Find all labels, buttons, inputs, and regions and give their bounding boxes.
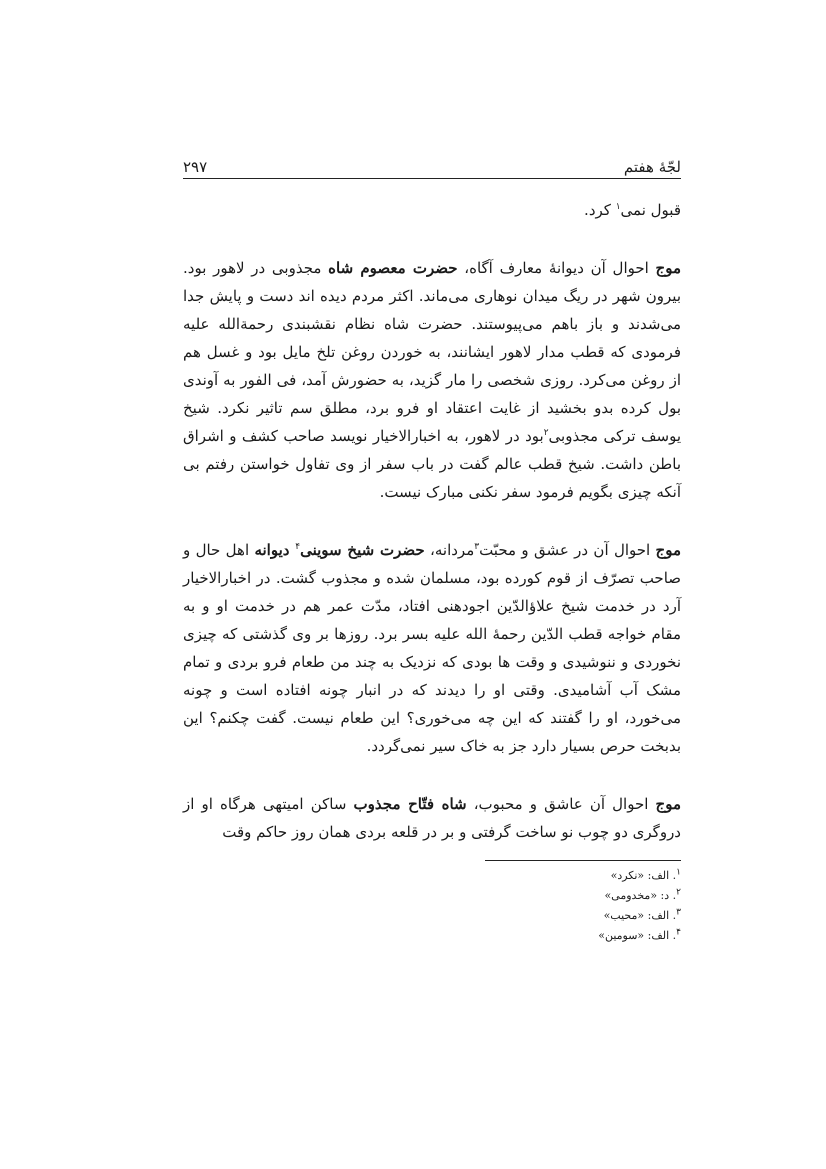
text-run: بود در لاهور، به اخبارالاخیار نویسد صاحب کشف و اشراق باطن داشت. شیخ قطب عالم گفت در باب سفر از وی تفاول خواستن رفتم بی آنکه چیزی بگویم فرمود سفر نکنی مبارک نیست.: [183, 427, 681, 501]
footnote-text: . الف: «سومین»: [598, 929, 677, 942]
header-rule: [183, 178, 681, 179]
footnote-number: ۱: [676, 867, 681, 878]
main-text: [183, 196, 681, 846]
person-epithet: دیوانه: [254, 541, 296, 559]
person-name: حضرت معصوم شاه: [328, 259, 458, 277]
paragraph-shah-fattah: [183, 790, 681, 846]
text-run: احوال آن در عشق و محبّت: [479, 541, 656, 559]
footnote-text: . الف: «نکرد»: [610, 869, 677, 882]
paragraph-sheikh-sovini: [183, 536, 681, 760]
footnote-mark: ۲: [543, 428, 549, 438]
mowj-keyword: موج: [655, 541, 682, 559]
footnote-text: . د: «مخدومی»: [604, 889, 677, 902]
footnote-number: ۴: [676, 927, 681, 938]
text-run: اهل حال و صاحب تصرّف از قوم کورده بود، مسلمان شده و مجذوب گشت. در اخبارالاخیار آرد در خدمت شیخ علاؤالدّین اجودهنی افتاد، مدّت عمر هم در خدمت او و به مقام خواجه قطب الدّین رحمهٔ الله علیه بسر برد. روزها بر وی گذشتی که چیزی نخوردی و ننوشیدی و وقت ها بودی که نزدیک به چند من طعام فرو بردی و تمام مشک آب آشامیدی. وقتی او را دیدند که در انبار چونه افتاده است و چونه می‌خورد، او را گفتند که این چه می‌خوری؟ این طعام نیست. گفت چکنم؟ این بدبخت حرص بسیار دارد جز به خاک سیر نمی‌گردد.: [183, 541, 681, 755]
footnote-mark: ۱: [615, 202, 621, 212]
footnotes: [183, 866, 681, 946]
paragraph-continuation: [183, 196, 681, 224]
text-run: مجذوبی در لاهور بود. بیرون شهر در ریگ میدان نوهاری می‌ماند. اکثر مردم دیده اند دست و پایش جدا می‌شدند و باز باهم می‌پیوستند. حضرت شاه نظام نقشبندی رحمةالله علیه فرمودی که قطب مدار لاهور ایشانند، به خوردن روغن تلخ مایل بود و غسل هم از روغن می‌کرد. روزی شخصی را مار گزید، به حضورش آمد، فی الفور به آوندی بول کرده بدو بخشید از غایت اعتقاد او فرو برد، مطلق سم تاثیر نکرد. شیخ یوسف ترکی مجذوبی: [183, 259, 681, 445]
text-run: قبول نمی: [620, 201, 681, 219]
footnote-item: [183, 886, 681, 906]
footnote-rule: [485, 860, 681, 861]
page-number: ۲۹۷: [183, 158, 208, 176]
text-run: احوال آن عاشق و محبوب،: [466, 795, 656, 813]
person-name: حضرت شیخ سوینی: [300, 541, 425, 559]
footnote-item: [183, 926, 681, 946]
paragraph-masoom-shah: [183, 254, 681, 506]
footnote-number: ۳: [676, 907, 681, 918]
footnote-mark: ۳: [474, 542, 480, 552]
text-run: مردانه،: [424, 541, 475, 559]
text-run: ساکن امیتهی هرگاه او از دروگری دو چوب نو ساخت گرفتی و بر در قلعه بردی همان روز حاکم وقت: [183, 795, 681, 841]
footnote-text: . الف: «محیب»: [603, 909, 677, 922]
footnote-item: [183, 866, 681, 886]
text-run: احوال آن دیوانهٔ معارف آگاه،: [457, 259, 656, 277]
person-name: شاه فتّاح مجذوب: [353, 795, 467, 813]
text-run: کرد.: [584, 201, 616, 219]
footnote-item: [183, 906, 681, 926]
chapter-title: لجّهٔ هفتم: [623, 158, 681, 176]
mowj-keyword: موج: [655, 259, 681, 277]
mowj-keyword: موج: [655, 795, 681, 813]
footnote-number: ۲: [676, 887, 681, 898]
running-header: [183, 150, 681, 176]
footnote-mark: ۴: [295, 542, 301, 552]
